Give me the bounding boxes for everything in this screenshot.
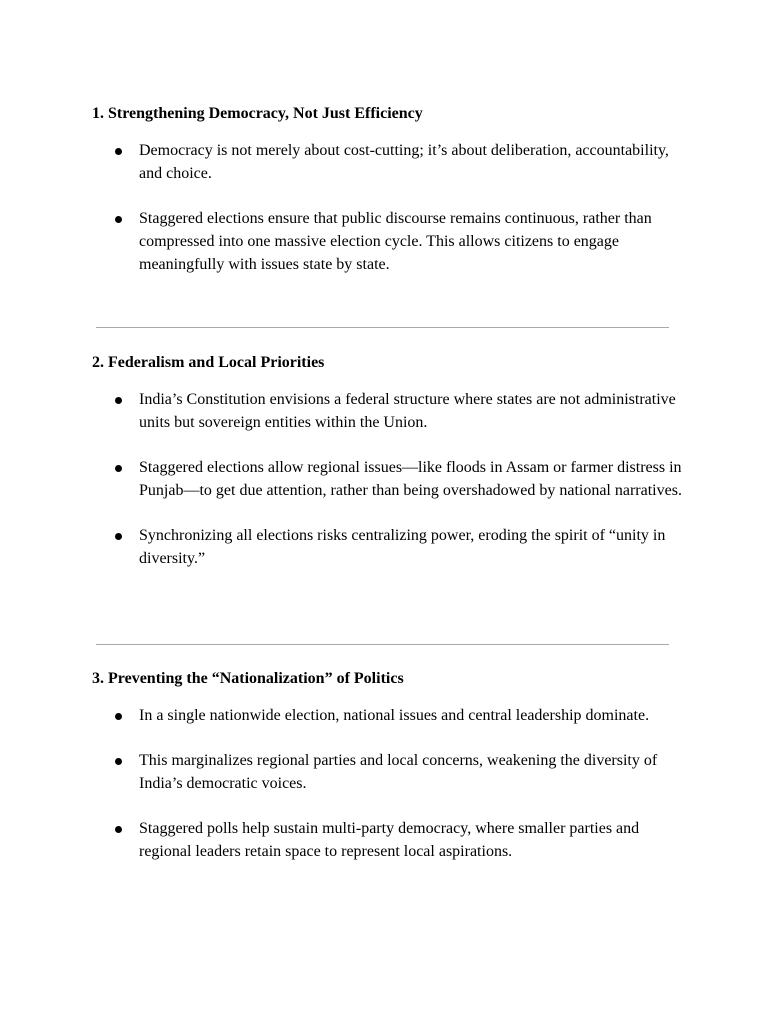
bullet-text: This marginalizes regional parties and local concerns, weakening the diversity of India’s democratic voices. bbox=[139, 752, 658, 792]
bullet-text: In a single nationwide election, national issues and central leadership dominate. bbox=[139, 707, 650, 724]
list-item bbox=[92, 388, 682, 434]
list-item bbox=[92, 749, 682, 795]
bullet-icon bbox=[115, 148, 122, 155]
list-item bbox=[92, 139, 682, 185]
bullet-list bbox=[92, 704, 682, 863]
section-heading: 3. Preventing the “Nationalization” of Politics bbox=[92, 670, 404, 687]
section-2 bbox=[92, 352, 682, 570]
section-3 bbox=[92, 668, 682, 863]
list-item bbox=[92, 817, 682, 863]
bullet-icon bbox=[115, 713, 122, 720]
bullet-text: Staggered elections ensure that public discourse remains continuous, rather than compressed into one massive election cycle. This allows citizens to engage meaningfully with issues state by state. bbox=[139, 210, 652, 273]
bullet-text: Democracy is not merely about cost-cutting; it’s about deliberation, accountability, and choice. bbox=[139, 142, 669, 182]
list-item bbox=[92, 456, 682, 502]
section-1 bbox=[92, 103, 682, 276]
list-item bbox=[92, 704, 682, 727]
bullet-icon bbox=[115, 397, 122, 404]
bullet-text: India’s Constitution envisions a federal structure where states are not administrative units but sovereign entities within the Union. bbox=[139, 391, 676, 431]
section-heading: 1. Strengthening Democracy, Not Just Efficiency bbox=[92, 105, 423, 122]
bullet-icon bbox=[115, 758, 122, 765]
bullet-icon bbox=[115, 826, 122, 833]
bullet-icon bbox=[115, 533, 122, 540]
bullet-list bbox=[92, 139, 682, 276]
bullet-text: Staggered polls help sustain multi-party democracy, where smaller parties and regional leaders retain space to represent local aspirations. bbox=[139, 820, 640, 860]
list-item bbox=[92, 207, 682, 276]
bullet-list bbox=[92, 388, 682, 570]
section-divider bbox=[96, 327, 669, 328]
bullet-icon bbox=[115, 216, 122, 223]
section-heading: 2. Federalism and Local Priorities bbox=[92, 354, 325, 371]
list-item bbox=[92, 524, 682, 570]
bullet-text: Synchronizing all elections risks centralizing power, eroding the spirit of “unity in diversity.” bbox=[139, 527, 666, 567]
bullet-text: Staggered elections allow regional issues—like floods in Assam or farmer distress in Punjab—to get due attention, rather than being overshadowed by national narratives. bbox=[139, 459, 682, 499]
bullet-icon bbox=[115, 465, 122, 472]
section-divider bbox=[96, 644, 669, 645]
